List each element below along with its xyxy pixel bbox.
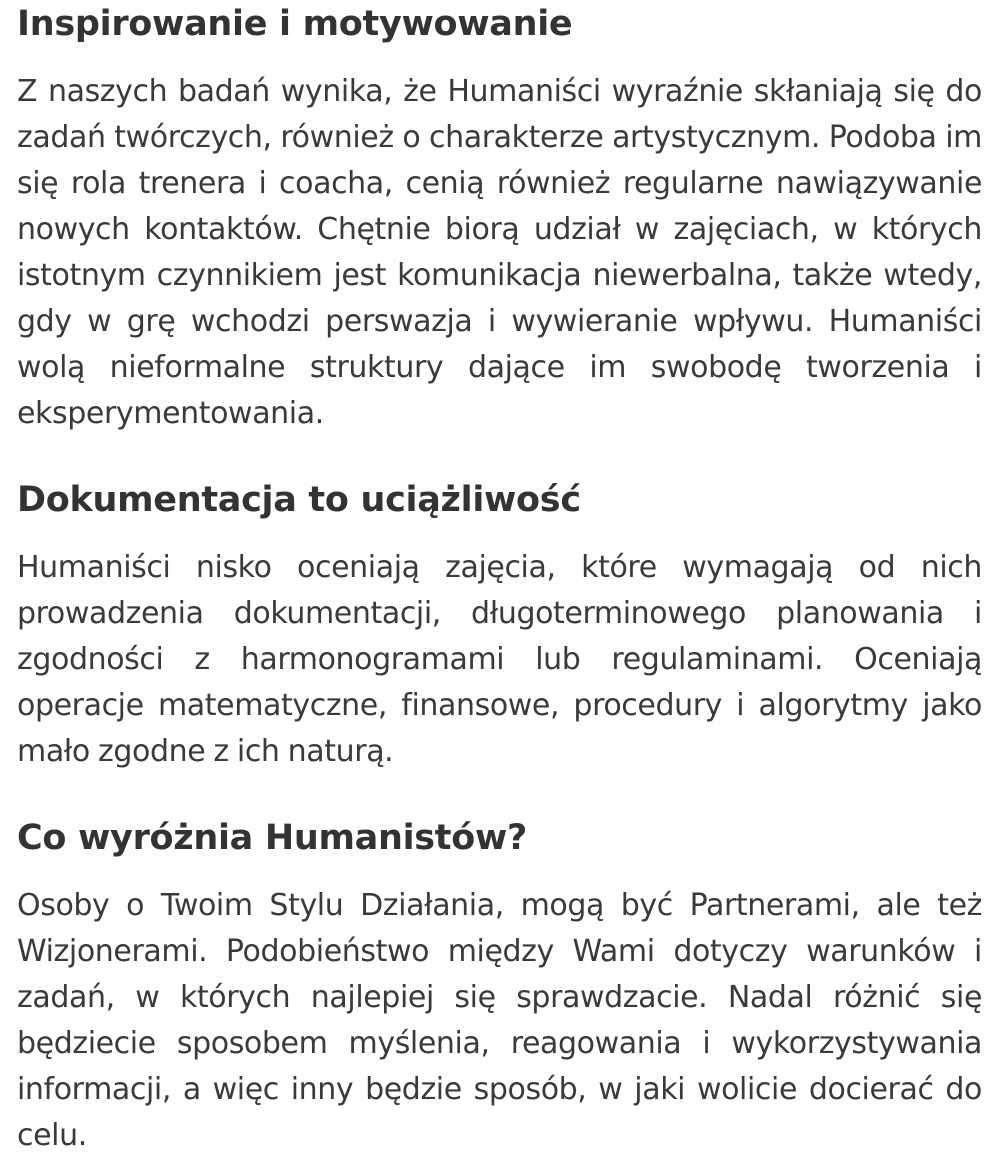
section-documentation-burden <box>17 477 982 775</box>
section-what-distinguishes <box>17 815 982 1159</box>
section-title: Inspirowanie i motywowanie <box>17 4 573 44</box>
section-body: Humaniści nisko oceniają zajęcia, które wymagają od nich prowadzenia dokumentacji, długoterminowego planowania i zgodności z harmonogramami lub regulaminami. Oceniają operacje matematyczne, finansowe, procedury i algorytmy jako mało zgodne z ich naturą. <box>17 550 982 769</box>
section-title: Co wyróżnia Humanistów? <box>17 818 528 858</box>
section-title: Dokumentacja to uciążliwość <box>17 480 581 520</box>
section-body: Osoby o Twoim Stylu Działania, mogą być Partnerami, ale też Wizjonerami. Podobieństwo między Wami dotyczy warunków i zadań, w których najlepiej się sprawdzacie. Nadal różnić się będziecie sposobem myślenia, reagowania i wykorzystywania informacji, a więc inny będzie sposób, w jaki wolicie docierać do celu. <box>17 888 982 1153</box>
section-body: Z naszych badań wynika, że Humaniści wyraźnie skłaniają się do zadań twórczych, również o charakterze artystycznym. Podoba im się rola trenera i coacha, cenią również regularne nawiązywanie nowych kontaktów. Chętnie biorą udział w zajęciach, w których istotnym czynnikiem jest komunikacja niewerbalna, także wtedy, gdy w grę wchodzi perswazja i wywieranie wpływu. Humaniści wolą nieformalne struktury dające im swobodę tworzenia i eksperymentowania. <box>17 74 982 431</box>
section-inspiring-motivating <box>17 0 982 437</box>
